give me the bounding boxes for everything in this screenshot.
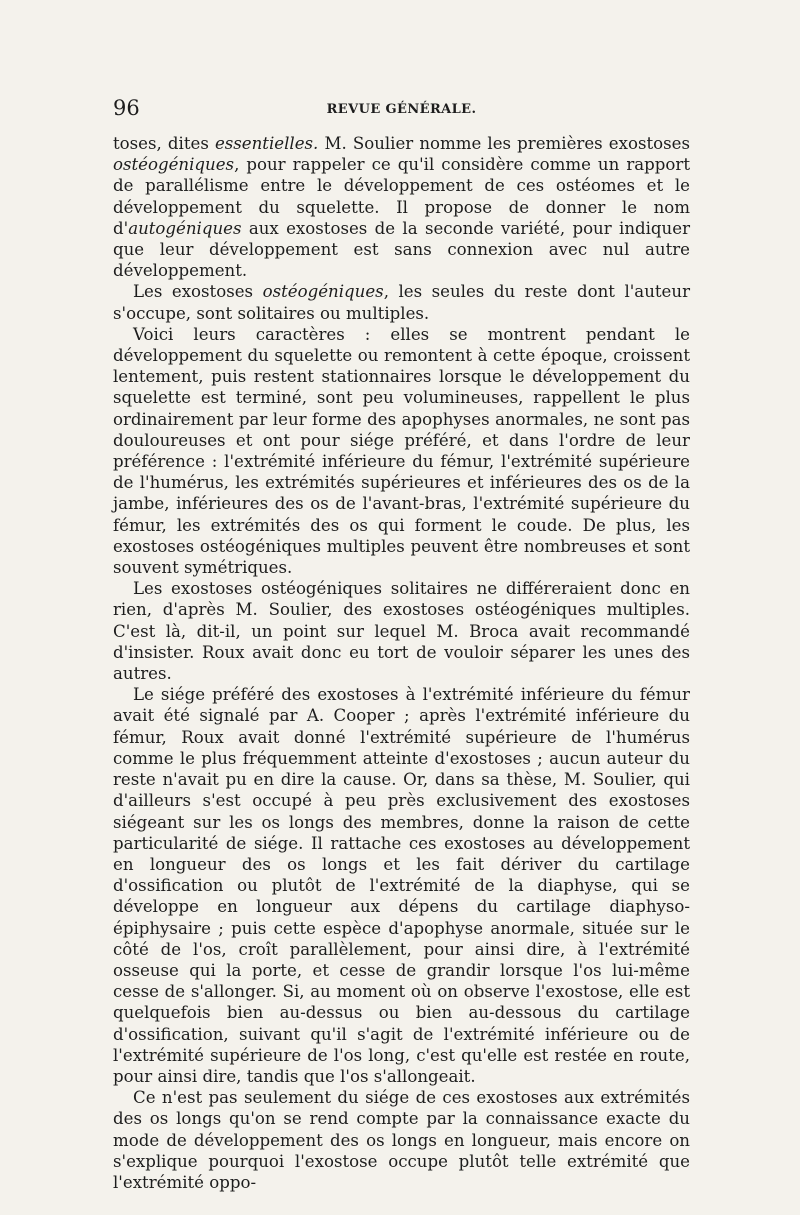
text-run: toses, dites bbox=[113, 134, 215, 153]
paragraph bbox=[113, 281, 690, 323]
italic-term: ostéogéniques bbox=[262, 282, 384, 302]
text-run: , pour rappeler ce qu'il considère comme un rapport de parallélisme entre le développement de ces ostéomes et le développement du squelette. Il propose de donner le nom d' bbox=[113, 155, 690, 238]
page-number: 96 bbox=[113, 96, 140, 120]
paragraph bbox=[113, 133, 690, 281]
text-run: Ce n'est pas seulement du siége de ces exostoses aux extrémités des os longs qu'on se rend compte par la connaissance exacte du mode de développement des os longs en longueur, mais encore on s'explique pourquoi l'exostose occupe plutôt telle extrémité que l'extrémité oppo- bbox=[113, 1088, 690, 1192]
italic-term: ostéogéniques bbox=[113, 155, 235, 175]
text-run: Les exostoses bbox=[133, 282, 263, 302]
page-header bbox=[113, 96, 690, 126]
body-text bbox=[113, 133, 690, 1193]
paragraph bbox=[113, 324, 690, 578]
text-run: Les exostoses ostéogéniques solitaires ne différeraient donc en rien, d'après M. Soulier, des exostoses ostéogéniques multiples. C'est là, dit-il, un point sur lequel M. Broca avait recommandé d'insister. Roux avait donc eu tort de vouloir séparer les unes des autres. bbox=[113, 579, 690, 684]
text-run: , les seules du reste dont l'auteur s'occupe, sont solitaires ou multiples. bbox=[113, 282, 690, 323]
running-head: REVUE GÉNÉRALE. bbox=[326, 102, 477, 117]
paragraph bbox=[113, 578, 690, 684]
text-run: aux exostoses de la seconde variété, pour indiquer que leur développement est sans connexion avec nul autre développement. bbox=[113, 218, 690, 281]
text-run: Voici leurs caractères : elles se montrent pendant le développement du squelette ou remontent à cette époque, croissent lentement, puis restent stationnaires lorsque le développement du squelette est terminé, sont peu volumineuses, rappellent le plus ordinairement par leur forme des apophyses anormales, ne sont pas douloureuses et ont pour siége préféré, et dans l'ordre de leur préférence : l'extrémité inférieure du fémur, l'extrémité supérieure de l'humérus, les extrémités supérieures et inférieures des os de la jambe, inférieures des os de l'avant-bras, l'extrémité supérieure du fémur, les extrémités des os qui forment le coude. De plus, les exostoses ostéogéniques multiples peuvent être nombreuses et sont souvent symétriques. bbox=[113, 324, 690, 578]
italic-term: essentielles. bbox=[214, 134, 319, 153]
text-run: M. Soulier nomme les premières exostoses bbox=[318, 134, 690, 153]
paragraph bbox=[113, 684, 690, 1087]
italic-term: autogéniques bbox=[128, 218, 242, 238]
text-run: Le siége préféré des exostoses à l'extrémité inférieure du fémur avait été signalé par A. Cooper ; après l'extrémité inférieure du fémur, Roux avait donné l'extrémité supérieure de l'humérus comme le plus fréquemment atteinte d'exostoses ; aucun auteur du reste n'avait pu en dire la cause. Or, dans sa thèse, M. Soulier, qui d'ailleurs s'est occupé à peu près exclusivement des exostoses siégeant sur les os longs des membres, donne la raison de cette particularité de siége. Il rattache ces exostoses au développement en longueur des os longs et les fait dériver du cartilage d'ossification ou plutôt de l'extrémité de la diaphyse, qui se développe en longueur aux dépens du cartilage diaphyso-épiphysaire ; puis cette espèce d'apophyse anormale, située sur le côté de l'os, croît parallèlement, pour ainsi dire, à l'extrémité osseuse qui la porte, et cesse de grandir lorsque l'os lui-même cesse de s'allonger. Si, au moment où on observe l'exostose, elle est quelquefois bien au-dessus ou bien au-dessous du cartilage d'ossification, suivant qu'il s'agit de l'extrémité inférieure ou de l'extrémité supérieure de l'os long, c'est qu'elle est restée en route, pour ainsi dire, tandis que l'os s'allongeait. bbox=[113, 685, 690, 1086]
paragraph bbox=[113, 1087, 690, 1193]
